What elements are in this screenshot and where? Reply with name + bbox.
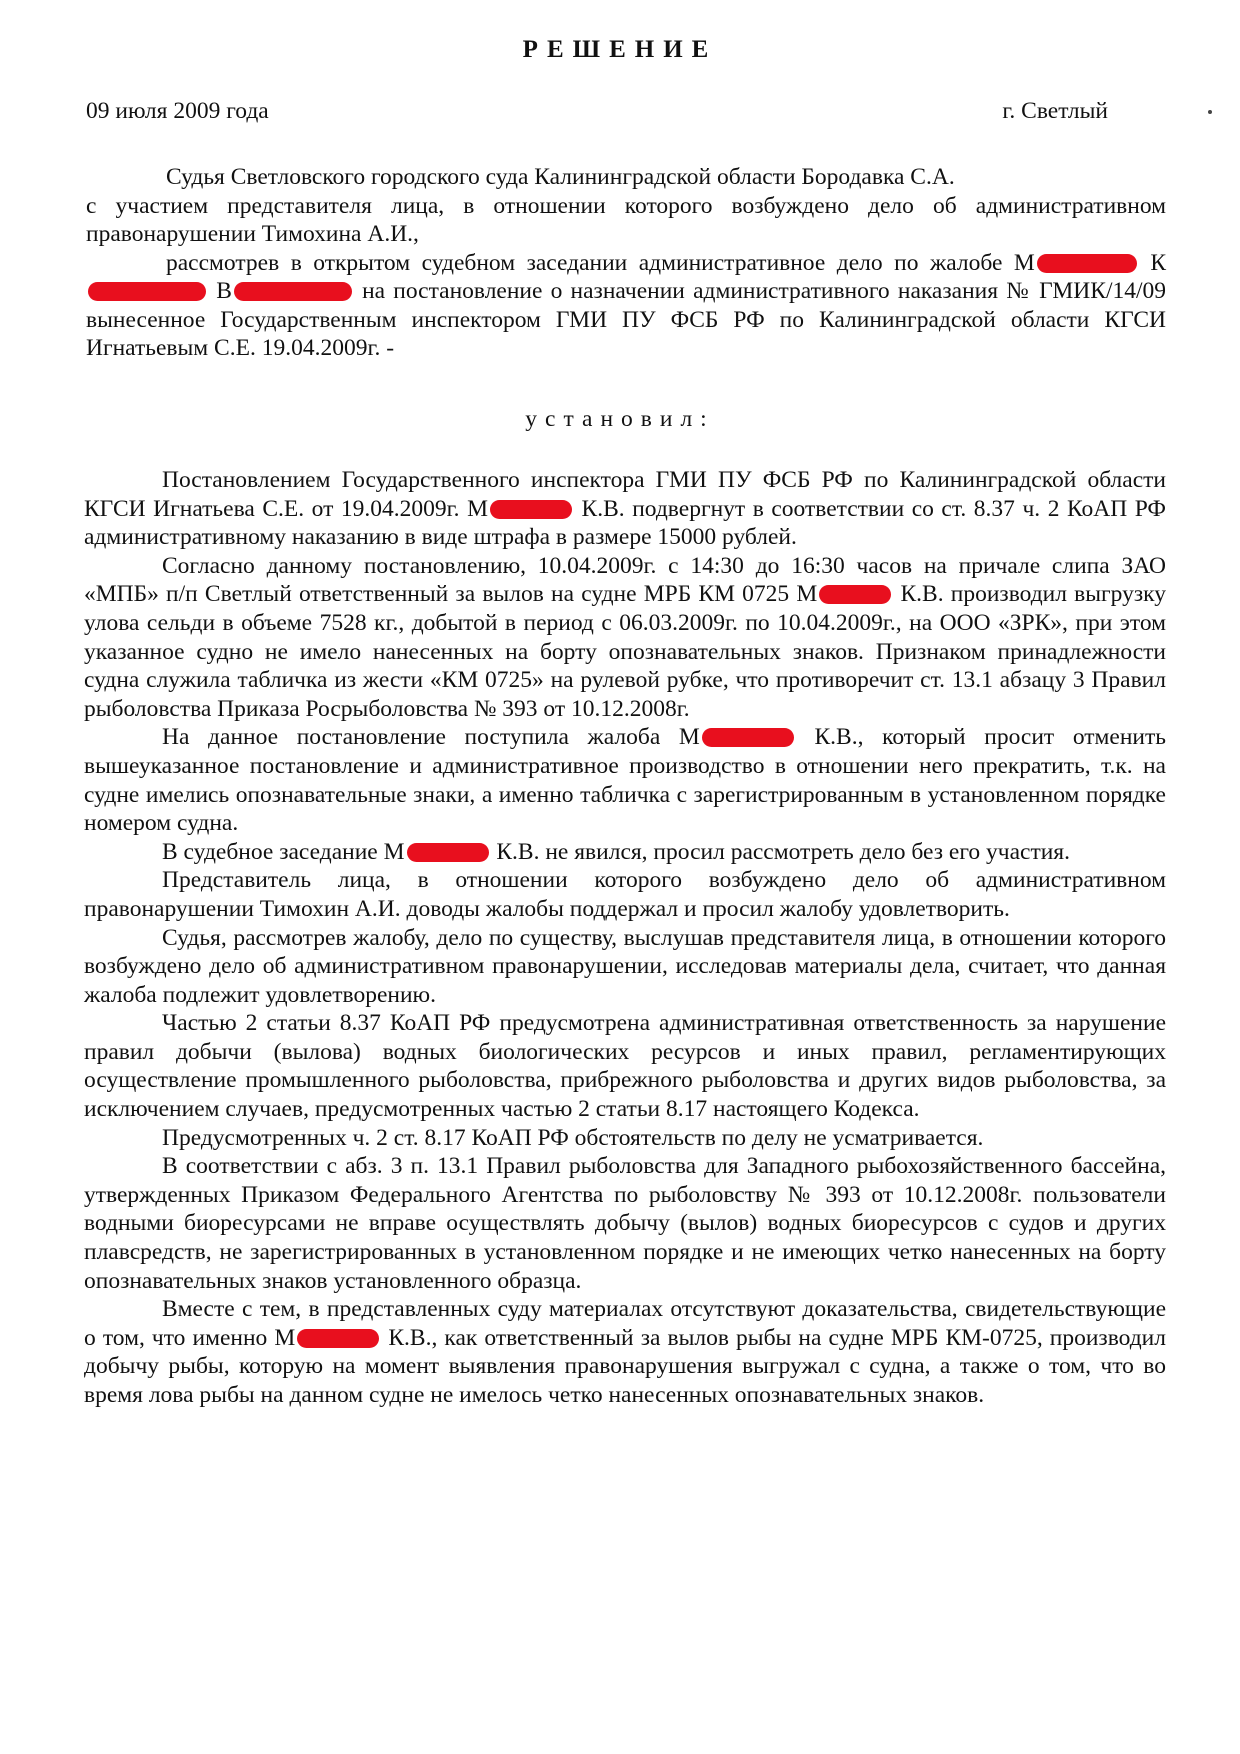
decision-city: г. Светлый <box>1002 98 1108 124</box>
considered-text-c: В <box>216 278 232 304</box>
paragraph-4 <box>84 838 1166 867</box>
paragraph-7: Частью 2 статьи 8.37 КоАП РФ предусмотрена административная ответственность за нарушение правил добычи (вылова) водных биологических ресурсов и иных правил, регламентирующих осуществление промышленного рыболовства, прибрежного рыболовства и других видов рыболовства, за исключением случаев, предусмотренных частью 2 статьи 8.17 настоящего Кодекса. <box>84 1010 1166 1123</box>
participation-line: с участием представителя лица, в отношении которого возбуждено дело об административном правонарушении Тимохина А.И., <box>86 192 1166 247</box>
paragraph-3 <box>84 723 1166 837</box>
intro-block <box>86 163 1166 363</box>
paragraph-10 <box>84 1295 1166 1409</box>
paragraph-9: В соответствии с абз. 3 п. 13.1 Правил рыболовства для Западного рыбохозяйственного бассейна, утвержденных Приказом Федерального Агентства по рыболовству № 393 от 10.12.2008г. пользователи водными биоресурсами не вправе осуществлять добычу (вылов) водных биоресурсов с судов и других плавсредств, не зарегистрированных в установленном порядке и не имеющих четко нанесенных на борту опознавательных знаков установленного образца. <box>84 1153 1166 1294</box>
paragraph-6: Судья, рассмотрев жалобу, дело по существу, выслушав представителя лица, в отношении которого возбуждено дело об административном правонарушении, исследовав материалы дела, считает, что данная жалоба подлежит удовлетворению. <box>84 924 1166 1008</box>
judge-line: Судья Светловского городского суда Калининградской области Бородавка С.А. <box>166 164 955 190</box>
considered-paragraph <box>86 249 1166 363</box>
established-heading: установил: <box>525 406 715 432</box>
redaction-mark <box>702 728 794 747</box>
scan-speck <box>1208 110 1212 114</box>
document-title: РЕШЕНИЕ <box>522 36 718 63</box>
paragraph-1 <box>84 466 1166 552</box>
date-place-line <box>86 98 1108 125</box>
considered-text-d: на постановление о назначении административного наказания № ГМИК/14/09 вынесенное Государственным инспектором ГМИ ПУ ФСБ РФ по Калининградской области КГСИ Игнатьевым С.Е. 19.04.2009г. - <box>86 278 1167 361</box>
paragraph-2 <box>84 552 1166 724</box>
paragraph-3-text-a: На данное постановление поступила жалоба М <box>162 724 700 751</box>
redaction-mark <box>490 500 572 519</box>
redaction-mark <box>234 282 352 301</box>
redaction-mark <box>1037 254 1137 273</box>
considered-text-a: рассмотрев в открытом судебном заседании административное дело по жалобе М <box>166 249 1035 276</box>
paragraph-2-text-b: К.В. производил выгрузку улова сельди в объеме 7528 кг., добытой в период с 06.03.2009г. по 10.04.2009г., на ООО «ЗРК», при этом указанное судно не имело нанесенных на борту опознавательных знаков. Признаком принадлежности судна служила табличка из жести «КМ 0725» на рулевой рубке, что противоречит ст. 13.1 абзацу 3 Правил рыболовства Приказа Росрыболовства № 393 от 10.12.2008г. <box>84 581 1166 722</box>
redaction-mark <box>819 585 891 604</box>
paragraph-1-text-b: К.В. подвергнут в соответствии со ст. 8.37 ч. 2 КоАП РФ административному наказанию в виде штрафа в размере 15000 рублей. <box>84 495 1166 551</box>
document-body <box>84 466 1166 1410</box>
paragraph-1-text-a: Постановлением Государственного инспектора ГМИ ПУ ФСБ РФ по Калининградской области КГСИ Игнатьева С.Е. от 19.04.2009г. М <box>84 467 1166 522</box>
paragraph-10-text-a: Вместе с тем, в представленных суду материалах отсутствуют доказательства, свидетельствующие о том, что именно М <box>84 1296 1166 1351</box>
decision-date: 09 июля 2009 года <box>86 98 269 124</box>
paragraph-3-text-b: К.В., который просит отменить вышеуказанное постановление и административное производство в отношении него прекратить, т.к. на судне имелись опознавательные знаки, а именно табличка с зарегистрированным в установленном порядке номером судна. <box>84 724 1166 837</box>
paragraph-4-text-b: К.В. не явился, просил рассмотреть дело без его участия. <box>496 838 1070 865</box>
considered-text-b: К <box>1150 249 1167 276</box>
redaction-mark <box>88 282 206 301</box>
paragraph-2-text-a: Согласно данному постановлению, 10.04.2009г. с 14:30 до 16:30 часов на причале слипа ЗАО «МПБ» п/п Светлый ответственный за вылов на судне МРБ КМ 0725 М <box>84 552 1166 608</box>
paragraph-4-text-a: В судебное заседание М <box>162 838 405 865</box>
paragraph-8: Предусмотренных ч. 2 ст. 8.17 КоАП РФ обстоятельств по делу не усматривается. <box>162 1124 984 1151</box>
redaction-mark <box>407 843 489 862</box>
paragraph-5: Представитель лица, в отношении которого возбуждено дело об административном правонарушении Тимохин А.И. доводы жалобы поддержал и просил жалобу удовлетворить. <box>84 867 1166 922</box>
redaction-mark <box>297 1329 379 1348</box>
paragraph-10-text-b: К.В., как ответственный за вылов рыбы на судне МРБ КМ-0725, производил добычу рыбы, которую на момент выявления правонарушения выгружал с судна, а также о том, что во время лова рыбы на данном судне не имелось четко нанесенных опознавательных знаков. <box>84 1324 1166 1408</box>
